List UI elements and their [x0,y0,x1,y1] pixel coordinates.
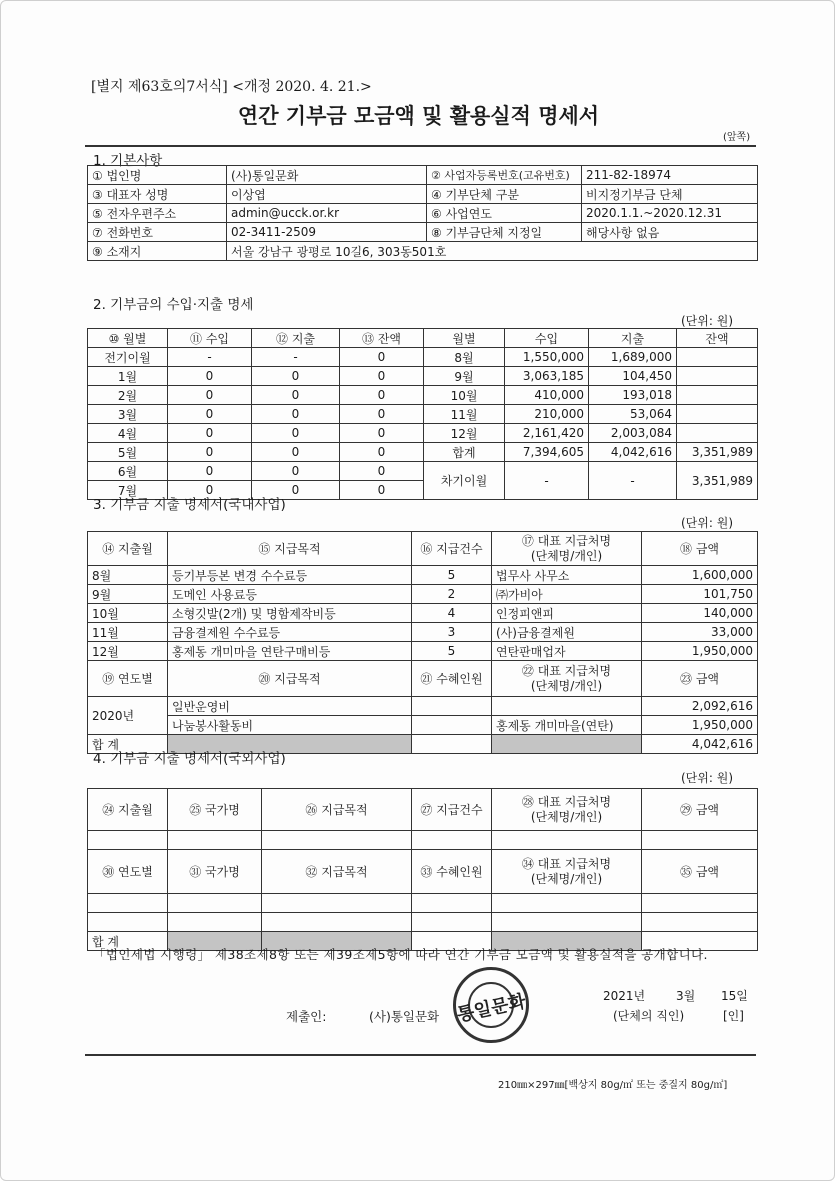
row-purpose: 금융결제원 수수료등 [168,623,412,642]
address-value: 서울 강남구 광평로 10길6, 303동501호 [227,242,758,261]
form-reference: [별지 제63호의7서식] <개정 2020. 4. 21.> [91,79,372,95]
row-purpose: 소형깃발(2개) 및 명함제작비등 [168,604,412,623]
header-year: ⑲ 연도별 [88,661,168,697]
header-country-2: ㉛ 국가명 [168,850,262,894]
total-income: 7,394,605 [505,443,589,462]
payee-sublabel: (단체명/개인) [530,871,603,886]
date-day: 15일 [721,989,748,1003]
header-payee-2 [492,850,642,894]
row-payee: ㈜가비아 [492,585,642,604]
date-month: 3월 [676,989,696,1003]
page-side-label: (앞쪽) [723,132,751,143]
phone-label: ⑦ 전화번호 [88,223,227,242]
right-income: 1,550,000 [505,348,589,367]
left-month: 1월 [88,367,168,386]
header-income-right: 수입 [505,329,589,348]
right-income: 3,063,185 [505,367,589,386]
header-amount-2: ㉓ 금액 [642,661,758,697]
table-row [88,913,758,932]
payee-label: ⑰ 대표 지급처명 [521,533,612,548]
total-label: 합 계 [88,735,168,754]
section-3-unit: (단위: 원) [681,516,733,530]
table-row [88,166,758,185]
row-amount: 2,092,616 [642,697,758,716]
left-balance: 0 [340,443,424,462]
table-row [88,223,758,242]
row-amount: 1,950,000 [642,716,758,735]
business-number-value: 211-82-18974 [582,166,758,185]
section-3-title: 3. 기부금 지출 명세서(국내사업) [93,497,286,513]
table-row [88,424,758,443]
row-payee: 법무사 사무소 [492,566,642,585]
table-header-row [88,661,758,697]
total-amount: 4,042,616 [642,735,758,754]
email-value: admin@ucck.or.kr [227,204,427,223]
email-label: ⑤ 전자우편주소 [88,204,227,223]
row-payee: 연탄판매업자 [492,642,642,661]
right-month: 11월 [424,405,505,424]
table-row [88,566,758,585]
right-month: 12월 [424,424,505,443]
row-purpose: 나눔봉사활동비 [168,716,412,735]
header-amount-2: ㉟ 금액 [642,850,758,894]
payee-sublabel: (단체명/개인) [530,809,603,824]
total-expense: 4,042,616 [589,443,677,462]
table-header-row [88,789,758,831]
table-row [88,348,758,367]
left-expense: 0 [252,462,340,481]
total-label: 합계 [424,443,505,462]
section-4-title: 4. 기부금 지출 명세서(국외사업) [93,751,286,767]
left-balance: 0 [340,348,424,367]
header-purpose: ⑮ 지급목적 [168,532,412,566]
payee-label: ㉞ 대표 지급처명 [521,856,612,871]
right-month: 10월 [424,386,505,405]
left-month: 6월 [88,462,168,481]
header-purpose-2: ㉜ 지급목적 [262,850,412,894]
left-expense: 0 [252,386,340,405]
row-people [412,716,492,735]
table-row [88,604,758,623]
section-4-unit: (단위: 원) [681,771,733,785]
table-row [88,185,758,204]
row-count: 5 [412,642,492,661]
left-month: 전기이월 [88,348,168,367]
header-purpose-2: ⑳ 지급목적 [168,661,412,697]
header-payee [492,789,642,831]
left-expense: - [252,348,340,367]
right-expense: 2,003,084 [589,424,677,443]
header-month: ⑭ 지출월 [88,532,168,566]
header-count: ㉗ 지급건수 [412,789,492,831]
left-balance: 0 [340,424,424,443]
row-people [412,697,492,716]
year-value: 2020년 [88,697,168,735]
header-purpose: ㉖ 지급목적 [262,789,412,831]
header-balance: ⑬ 잔액 [340,329,424,348]
left-balance: 0 [340,462,424,481]
left-income: 0 [168,405,252,424]
right-balance [677,348,758,367]
paper-spec: 210㎜×297㎜[백상지 80g/㎡ 또는 중질지 80g/㎡] [498,1080,728,1091]
right-month: 9월 [424,367,505,386]
row-payee: 홍제동 개미마을(연탄) [492,716,642,735]
fiscal-year-value: 2020.1.1.~2020.12.31 [582,204,758,223]
domestic-expense-table [87,531,758,754]
row-amount: 1,950,000 [642,642,758,661]
right-balance [677,405,758,424]
header-people: ㉝ 수혜인원 [412,850,492,894]
right-balance [677,424,758,443]
header-income: ⑪ 수입 [168,329,252,348]
right-month: 8월 [424,348,505,367]
header-expense-right: 지출 [589,329,677,348]
row-amount: 101,750 [642,585,758,604]
table-header-row [88,329,758,348]
left-income: 0 [168,367,252,386]
left-expense: 0 [252,405,340,424]
header-expense: ⑫ 지출 [252,329,340,348]
corp-name-label: ① 법인명 [88,166,227,185]
designation-date-value: 해당사항 없음 [582,223,758,242]
left-month: 5월 [88,443,168,462]
left-expense: 0 [252,443,340,462]
header-payee-2 [492,661,642,697]
table-row [88,242,758,261]
right-balance [677,367,758,386]
basic-info-table [87,165,758,261]
overseas-expense-table [87,788,758,951]
row-month: 9월 [88,585,168,604]
row-purpose: 일반운영비 [168,697,412,716]
header-month: ⑩ 월별 [88,329,168,348]
representative-label: ③ 대표자 성명 [88,185,227,204]
footer-divider [85,1054,756,1056]
corp-name-value: (사)통일문화 [227,166,427,185]
table-row [88,405,758,424]
payee-sublabel: (단체명/개인) [530,678,603,693]
submitter-name: (사)통일문화 [369,1009,440,1024]
seal-position-label: (단체의 직인) [613,1009,685,1023]
empty-cell [412,735,492,754]
seal-text: 통일문화 [455,990,528,1026]
row-amount: 33,000 [642,623,758,642]
right-income: 210,000 [505,405,589,424]
table-header-row [88,850,758,894]
submitter-label: 제출인: [286,1009,327,1024]
table-row [88,623,758,642]
header-payee [492,532,642,566]
left-income: - [168,348,252,367]
row-payee: 인정피앤피 [492,604,642,623]
row-amount: 140,000 [642,604,758,623]
left-expense: 0 [252,481,340,500]
table-row [88,697,758,716]
total-label: 합 계 [88,932,168,951]
left-income: 0 [168,443,252,462]
address-label: ⑨ 소재지 [88,242,227,261]
table-row [88,443,758,462]
phone-value: 02-3411-2509 [227,223,427,242]
table-row [88,894,758,913]
representative-value: 이상엽 [227,185,427,204]
header-people: ㉑ 수혜인원 [412,661,492,697]
carry-forward-income: - [505,462,589,500]
shaded-cell [492,735,642,754]
income-expense-table [87,328,758,500]
row-month: 12월 [88,642,168,661]
official-seal-stamp [453,967,529,1043]
right-expense: 193,018 [589,386,677,405]
header-amount: ㉙ 금액 [642,789,758,831]
left-expense: 0 [252,424,340,443]
table-row [88,831,758,850]
row-payee: (사)금융결제원 [492,623,642,642]
row-count: 5 [412,566,492,585]
carry-forward-label: 차기이월 [424,462,505,500]
left-income: 0 [168,481,252,500]
header-country: ㉕ 국가명 [168,789,262,831]
left-expense: 0 [252,367,340,386]
table-row [88,585,758,604]
payee-label: ㉒ 대표 지급처명 [521,663,612,678]
fiscal-year-label: ⑥ 사업연도 [427,204,582,223]
document-title: 연간 기부금 모금액 및 활용실적 명세서 [237,104,600,128]
row-month: 10월 [88,604,168,623]
table-row [88,386,758,405]
left-month: 3월 [88,405,168,424]
right-expense: 53,064 [589,405,677,424]
section-2-title: 2. 기부금의 수입·지출 명세 [93,297,254,313]
right-income: 410,000 [505,386,589,405]
right-expense: 104,450 [589,367,677,386]
left-income: 0 [168,424,252,443]
left-income: 0 [168,386,252,405]
left-income: 0 [168,462,252,481]
row-amount: 1,600,000 [642,566,758,585]
right-balance [677,386,758,405]
table-row [88,716,758,735]
left-balance: 0 [340,386,424,405]
row-purpose: 도메인 사용료등 [168,585,412,604]
table-row [88,642,758,661]
section-2-unit: (단위: 원) [681,314,733,328]
row-count: 4 [412,604,492,623]
row-payee [492,697,642,716]
right-income: 2,161,420 [505,424,589,443]
header-month-right: 월별 [424,329,505,348]
seal-label: [인] [723,1009,744,1023]
table-header-row [88,532,758,566]
payee-sublabel: (단체명/개인) [530,548,603,563]
row-month: 8월 [88,566,168,585]
left-balance: 0 [340,405,424,424]
row-purpose: 홍제동 개미마을 연탄구매비등 [168,642,412,661]
date-year: 2021년 [603,989,646,1003]
row-purpose: 등기부등본 변경 수수료등 [168,566,412,585]
total-balance: 3,351,989 [677,443,758,462]
payee-label: ㉘ 대표 지급처명 [521,794,612,809]
row-month: 11월 [88,623,168,642]
header-month: ㉔ 지출월 [88,789,168,831]
table-row [88,462,758,481]
title-divider [85,145,756,147]
left-month: 7월 [88,481,168,500]
left-balance: 0 [340,481,424,500]
disclosure-statement: 「법인세법 시행령」 제38조제8항 또는 제39조제5항에 따라 연간 기부금 모금액 및 활용실적을 공개합니다. [93,947,708,962]
header-count: ⑯ 지급건수 [412,532,492,566]
designation-date-label: ⑧ 기부금단체 지정일 [427,223,582,242]
row-count: 2 [412,585,492,604]
header-year: ㉚ 연도별 [88,850,168,894]
carry-forward-expense: - [589,462,677,500]
header-amount: ⑱ 금액 [642,532,758,566]
table-row [88,367,758,386]
business-number-label: ② 사업자등록번호(고유번호) [427,166,582,185]
section-1-title: 1. 기본사항 [93,153,163,169]
org-type-label: ④ 기부단체 구분 [427,185,582,204]
carry-forward-balance: 3,351,989 [677,462,758,500]
left-month: 4월 [88,424,168,443]
table-row [88,204,758,223]
left-month: 2월 [88,386,168,405]
right-expense: 1,689,000 [589,348,677,367]
header-balance-right: 잔액 [677,329,758,348]
left-balance: 0 [340,367,424,386]
org-type-value: 비지정기부금 단체 [582,185,758,204]
row-count: 3 [412,623,492,642]
